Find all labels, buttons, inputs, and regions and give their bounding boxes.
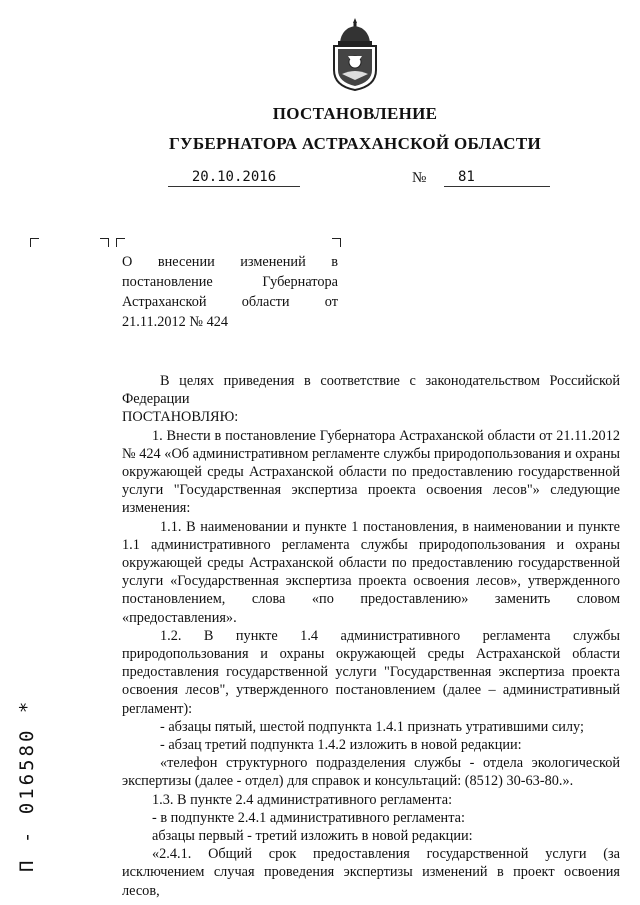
document-subject: О внесении изменений в постановление Губернатора Астраханской области от 21.11.2012 № 424 (122, 254, 338, 330)
document-body (122, 372, 620, 900)
paragraph-resolve: ПОСТАНОВЛЯЮ: (122, 409, 239, 426)
corner-mark (116, 238, 125, 247)
paragraph-quote: «телефон структурного подразделения службы - отдела экологической экспертизы (далее - отдел) для справок и консультаций: (8512) 30-63-80.». (122, 755, 620, 790)
document-number: 81 (444, 169, 550, 187)
paragraph-item: абзацы первый - третий изложить в новой редакции: (152, 828, 473, 845)
corner-mark (100, 238, 109, 247)
corner-mark (332, 238, 341, 247)
paragraph-quote: «2.4.1. Общий срок предоставления государственной услуги (за исключением случая проведения экспертизы изменений в проект освоения лесов, (122, 846, 620, 899)
coat-of-arms-icon (326, 16, 384, 92)
paragraph-preamble: В целях приведения в соответствие с законодательством Российской Федерации (122, 373, 620, 408)
paragraph-item: - абзац третий подпункта 1.4.2 изложить в новой редакции: (160, 737, 522, 754)
corner-mark (30, 238, 39, 247)
paragraph-1-3: 1.3. В пункте 2.4 административного регламента: (152, 791, 453, 808)
document-issuer: ГУБЕРНАТОРА АСТРАХАНСКОЙ ОБЛАСТИ (168, 134, 542, 153)
document-date: 20.10.2016 (168, 169, 300, 187)
paragraph-1: 1. Внести в постановление Губернатора Астраханской области от 21.11.2012 № 424 «Об административном регламенте службы природопользования и охраны окружающей среды Астраханской области по предоставлению государственной услуги "Государственная экспертиза проекта освоения лесов"» следующие изменения: (122, 427, 620, 517)
document-title: ПОСТАНОВЛЕНИЕ (272, 104, 438, 123)
number-sign: № (412, 170, 427, 186)
paragraph-1-1: 1.1. В наименовании и пункте 1 постановления, в наименовании и пункте 1.1 административного регламента службы природопользования и охраны окружающей среды Астраханской области по предоставлению государственной услуги «Государственная экспертиза проекта освоения лесов», утвержденного постановлением, слова «по предоставлению» заменить словом «предоставления». (122, 518, 620, 626)
paragraph-1-2: 1.2. В пункте 1.4 административного регламента службы природопользования и охраны окружающей среды Астраханской области предоставления государственной услуги "Государственная экспертиза проекта освоения лесов", утвержденного постановлением (далее – административный регламент): (122, 627, 620, 717)
paragraph-item: - в подпункте 2.4.1 административного регламента: (152, 809, 465, 826)
paragraph-item: - абзацы пятый, шестой подпункта 1.4.1 признать утратившими силу; (160, 718, 584, 735)
serial-number-stamp: П - 016580 * (16, 698, 38, 872)
